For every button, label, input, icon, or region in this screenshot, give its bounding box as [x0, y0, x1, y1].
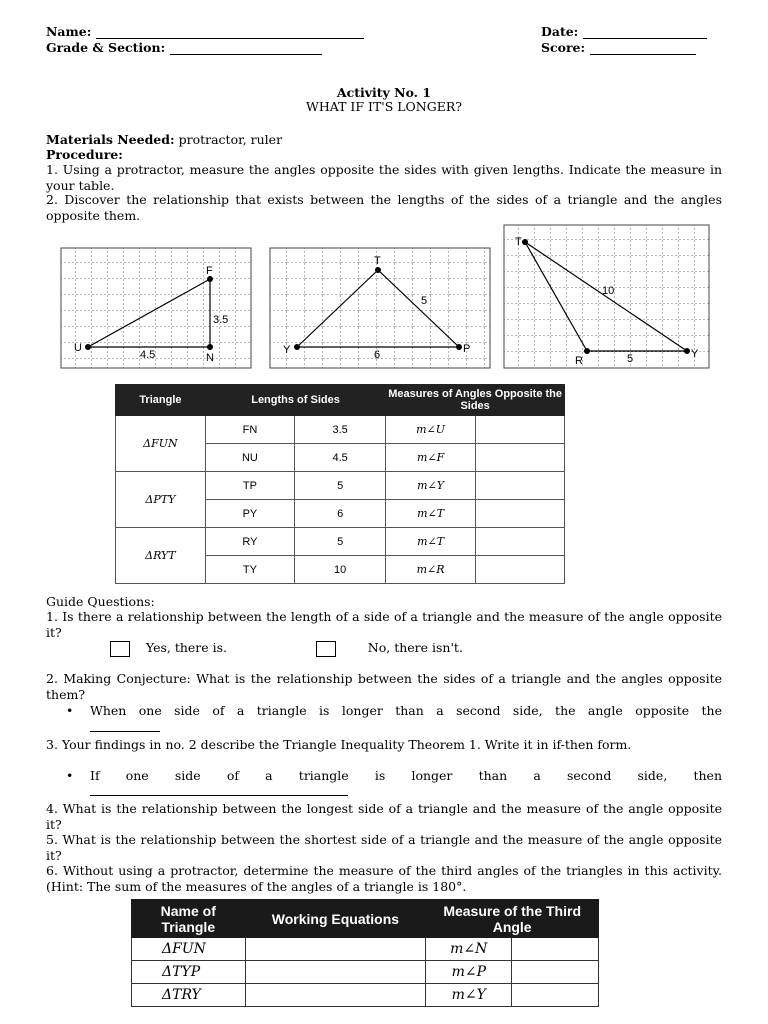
activity-title: Activity No. 1 [336, 85, 432, 100]
angle-name: m∠Y [386, 472, 476, 500]
question-1: 1. Is there a relationship between the length of a side of a triangle and the measure of the angle opposite it? [46, 609, 722, 640]
question-2: 2. Making Conjecture: What is the relationship between the sides of a triangle and the angles opposite them? [46, 671, 722, 702]
fig1-label-u: U [74, 342, 82, 354]
side-length: 5 [295, 472, 386, 500]
grade-field-row [46, 40, 322, 55]
side-name: FN [205, 416, 294, 444]
fig2-label-p: P [463, 343, 471, 355]
fig2-side-tp: 5 [421, 295, 428, 307]
angle-answer-cell[interactable] [475, 444, 564, 472]
side-name: RY [205, 528, 294, 556]
fig3-side-ry: 5 [627, 353, 634, 365]
table-row [116, 416, 565, 444]
fig1-label-f: F [206, 265, 213, 277]
procedure-step-2: 2. Discover the relationship that exists between the lengths of the sides of a triangle and the angles opposite them. [46, 192, 722, 223]
angle-name: m∠N [426, 938, 512, 961]
angle-answer-cell[interactable] [475, 500, 564, 528]
triangle-name: ΔFUN [116, 416, 206, 472]
triangle-fun-figure [60, 247, 252, 369]
table-row [132, 961, 599, 984]
date-label: Date: [541, 24, 579, 39]
third-angle-table [131, 899, 599, 1007]
name-blank[interactable] [96, 26, 364, 39]
side-name: NU [205, 444, 294, 472]
side-name: TP [205, 472, 294, 500]
fig1-side-un: 4.5 [140, 349, 156, 361]
score-blank[interactable] [590, 42, 696, 55]
name-field-row [46, 24, 364, 39]
triangle-name: ΔRYT [116, 528, 206, 584]
triangle-name: ΔPTY [116, 472, 206, 528]
no-checkbox[interactable] [316, 641, 336, 657]
date-blank[interactable] [583, 26, 707, 39]
grade-blank[interactable] [170, 42, 322, 55]
score-label: Score: [541, 40, 586, 55]
grade-label: Grade & Section: [46, 40, 166, 55]
table1-header-triangle: Triangle [116, 385, 206, 416]
fig2-side-yp: 6 [374, 349, 381, 361]
fig3-label-t: T [515, 236, 522, 248]
side-length: 4.5 [295, 444, 386, 472]
question-6: 6. Without using a protractor, determine the measure of the third angles of the triangles in this activity.(Hint: The sum of the measures of the angles of a triangle is 180°. [46, 863, 722, 894]
fig3-label-y: Y [691, 348, 699, 360]
angle-name: m∠F [386, 444, 476, 472]
no-label: No, there isn't. [367, 640, 463, 655]
date-field-row [541, 24, 707, 39]
yes-option[interactable] [110, 640, 227, 657]
question-2-bullet: When one side of a triangle is longer than a second side, the angle opposite the [90, 703, 722, 718]
angle-name: m∠Y [426, 984, 512, 1007]
procedure-step-1: 1. Using a protractor, measure the angles opposite the sides with given lengths. Indicate the measure in your table. [46, 162, 722, 193]
yes-checkbox[interactable] [110, 641, 130, 657]
side-length: 5 [295, 528, 386, 556]
triangle-name: ΔFUN [132, 938, 246, 961]
fig2-label-t: T [374, 255, 381, 267]
question-3-bullet-marker: • [66, 768, 74, 783]
question-2-answer-blank[interactable] [90, 731, 160, 732]
table2-header-measure: Measure of the Third Angle [426, 900, 599, 938]
fig1-label-n: N [206, 352, 214, 364]
fig3-label-r: R [575, 355, 583, 367]
materials-text: protractor, ruler [174, 132, 283, 147]
table1-header-lengths: Lengths of Sides [205, 385, 385, 416]
question-3-answer-blank[interactable] [90, 795, 348, 796]
side-length: 10 [295, 556, 386, 584]
angle-answer-cell[interactable] [475, 416, 564, 444]
side-length: 3.5 [295, 416, 386, 444]
side-name: TY [205, 556, 294, 584]
angle-answer-cell[interactable] [475, 472, 564, 500]
angle-name: m∠T [386, 500, 476, 528]
fig3-side-ty: 10 [602, 285, 615, 297]
score-field-row [541, 40, 696, 55]
guide-label: Guide Questions: [46, 594, 155, 609]
side-length: 6 [295, 500, 386, 528]
angle-name: m∠U [386, 416, 476, 444]
triangle-name: ΔTYP [132, 961, 246, 984]
fig1-side-fn: 3.5 [213, 314, 229, 326]
no-option[interactable] [316, 640, 463, 657]
table-row [132, 984, 599, 1007]
materials [46, 132, 722, 148]
angle-answer-cell[interactable] [475, 528, 564, 556]
angle-name: m∠R [386, 556, 476, 584]
equation-cell[interactable] [245, 938, 426, 961]
angle-name: m∠T [386, 528, 476, 556]
table1-header-measures: Measures of Angles Opposite the Sides [386, 385, 565, 416]
table-row [116, 528, 565, 556]
question-2-bullet-marker: • [66, 703, 74, 718]
question-3: 3. Your findings in no. 2 describe the Triangle Inequality Theorem 1. Write it in if-then form. [46, 737, 632, 752]
angle-name: m∠P [426, 961, 512, 984]
equation-cell[interactable] [245, 961, 426, 984]
table-row [116, 472, 565, 500]
question-4: 4. What is the relationship between the longest side of a triangle and the measure of the angle opposite it? [46, 801, 722, 832]
procedure-label: Procedure: [46, 147, 123, 162]
equation-cell[interactable] [245, 984, 426, 1007]
materials-label: Materials Needed: [46, 132, 175, 147]
fig2-label-y: Y [283, 344, 291, 356]
angle-answer-cell[interactable] [512, 961, 599, 984]
table2-header-equations: Working Equations [245, 900, 426, 938]
angle-answer-cell[interactable] [512, 938, 599, 961]
question-5: 5. What is the relationship between the shortest side of a triangle and the measure of the angle opposite it? [46, 832, 722, 863]
angle-answer-cell[interactable] [475, 556, 564, 584]
name-label: Name: [46, 24, 92, 39]
table2-header-name: Name of Triangle [132, 900, 246, 938]
table-row [132, 938, 599, 961]
angle-measure-table [115, 384, 565, 584]
triangle-name: ΔTRY [132, 984, 246, 1007]
side-name: PY [205, 500, 294, 528]
activity-subtitle: WHAT IF IT'S LONGER? [306, 99, 462, 114]
triangle-ryt-figure [503, 224, 710, 369]
triangle-pty-figure [269, 247, 491, 369]
yes-label: Yes, there is. [145, 640, 228, 655]
question-3-bullet: If one side of a triangle is longer than a second side, then [90, 768, 722, 783]
angle-answer-cell[interactable] [512, 984, 599, 1007]
